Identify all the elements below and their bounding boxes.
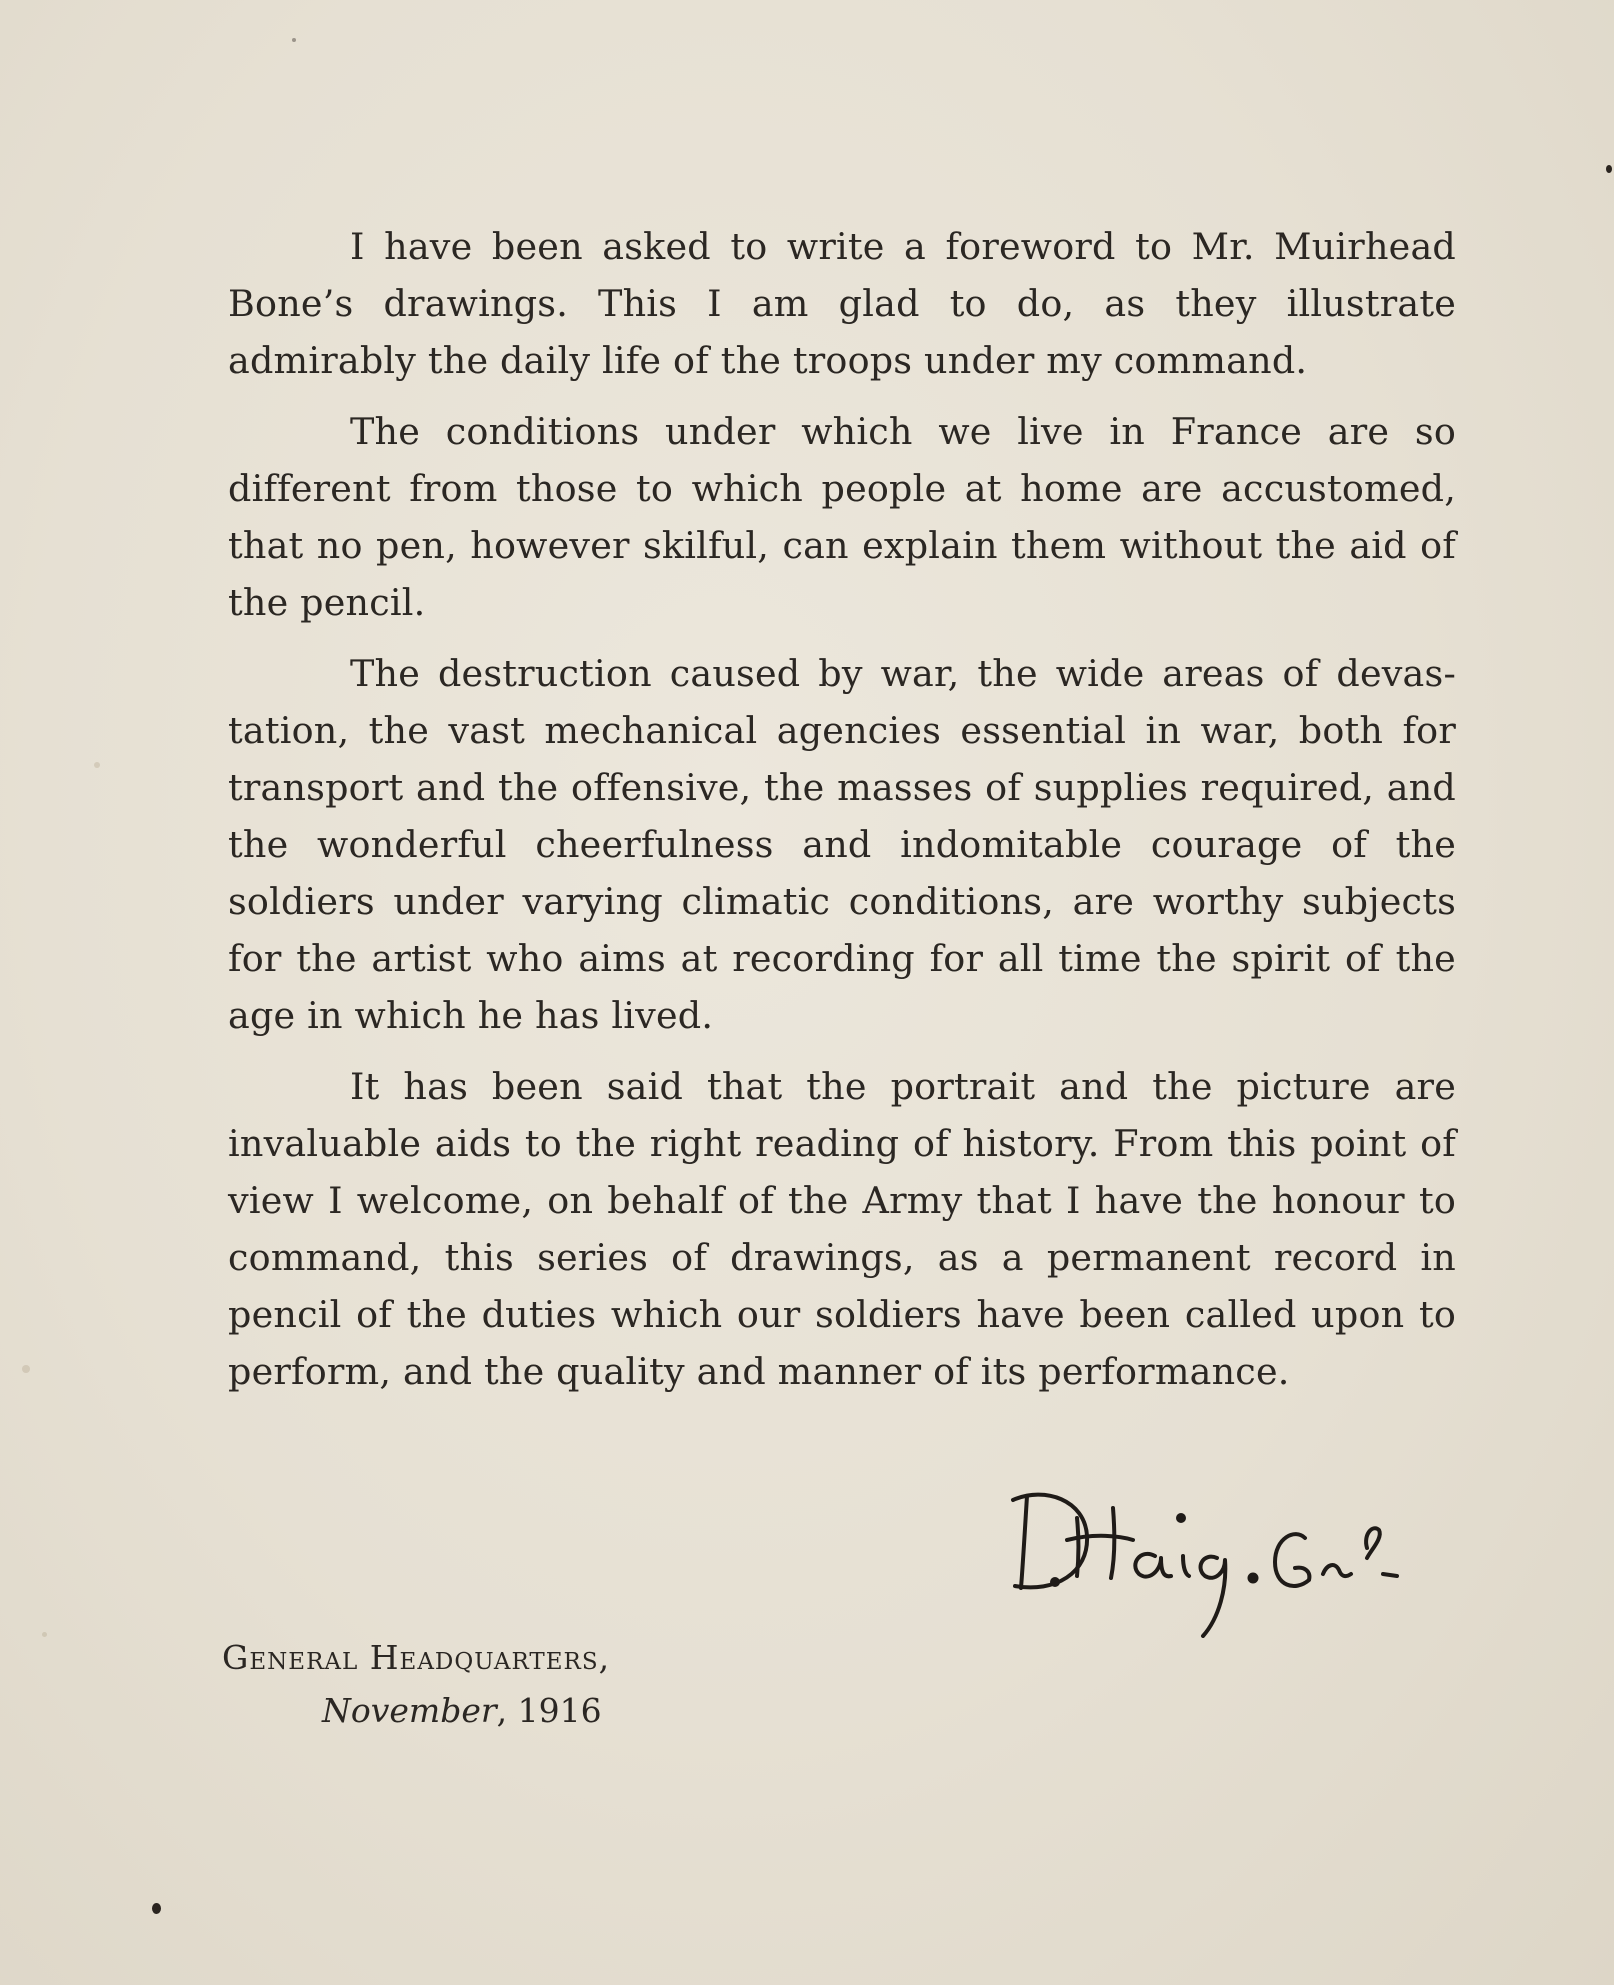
ink-speck [152,1903,161,1914]
dateline [222,1633,610,1739]
foreword-text [228,218,1456,1414]
headquarters-line: General Headquarters, [222,1638,611,1677]
date-line [322,1683,610,1739]
signature-text: D. Haig. Genl [1005,1478,1011,1479]
foxing-spot [42,1632,47,1637]
foreword-paragraph: It has been said that the portrait and the picture are invaluable aids to the right reading of history. From this point of view I welcome, on behalf of the Army that I have the honour to command, this series of drawings, as a permanent record in pencil of the duties which our soldiers have been called upon to perform, and the quality and manner of its performance. [228,1065,1456,1393]
foxing-spot [94,762,100,768]
foreword-paragraph: The destruction caused by war, the wide areas of devas- tation, the vast mechanical agencies essential in war, both for transport and the offensive, the masses of supplies required, and the wonderful cheerfulness and indomitable courage of the soldiers under varying climatic conditions, are worthy subjects for the artist who aims at recording for all time the spirit of the age in which he has lived. [228,652,1456,1037]
foreword-paragraph: I have been asked to write a foreword to Mr. Muirhead Bone’s drawings. This I am glad to do, as they illustrate admirably the daily life of the troops under my command. [228,225,1456,382]
handwritten-signature [1005,1478,1425,1638]
date-year: , 1916 [496,1691,602,1730]
foxing-spot [22,1365,30,1373]
date-month: November [322,1691,497,1730]
foxing-spot [292,38,296,42]
foreword-paragraph: The conditions under which we live in France are so different from those to which people at home are accustomed, that no pen, however skilful, can explain them without the aid of the pencil. [228,410,1456,624]
ink-speck [1606,165,1612,173]
